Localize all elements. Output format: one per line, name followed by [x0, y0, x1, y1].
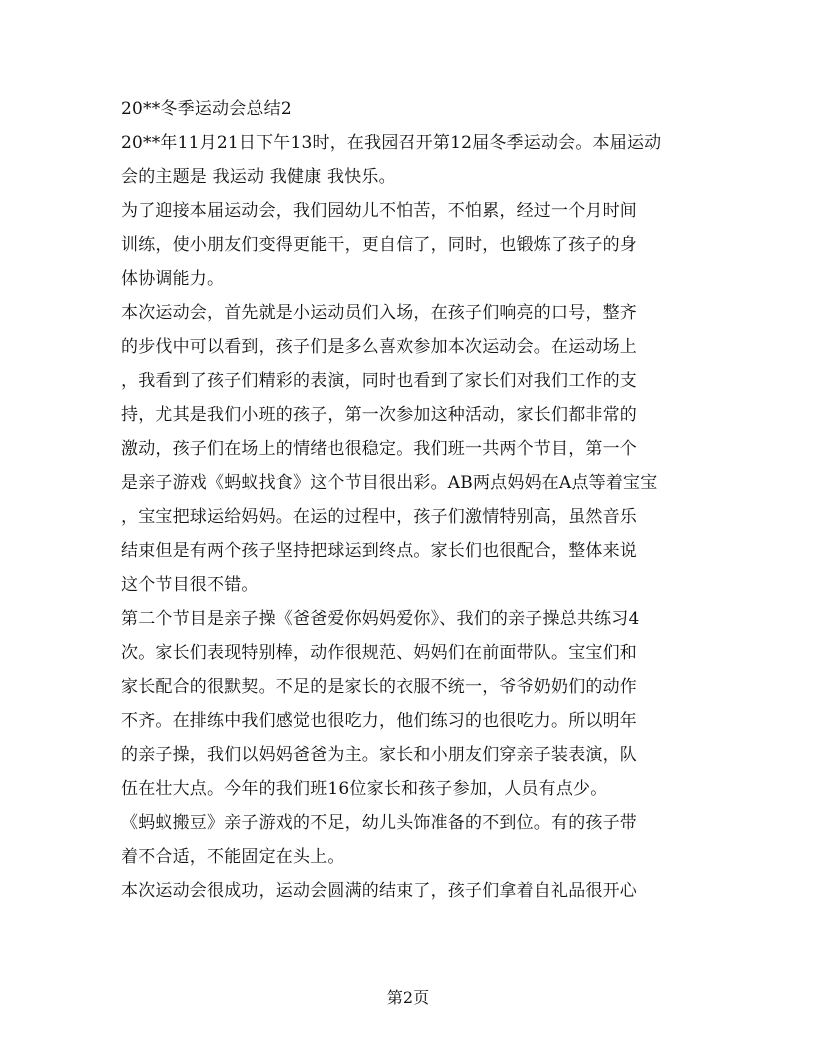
text-line: 激动，孩子们在场上的情绪也很稳定。我们班一共两个节目，第一个: [121, 439, 637, 459]
document-body: [121, 92, 701, 908]
text-line: 不齐。在排练中我们感觉也很吃力，他们练习的也很吃力。所以明年: [121, 711, 637, 731]
text-line: 持，尤其是我们小班的孩子，第一次参加这种活动，家长们都非常的: [121, 405, 637, 425]
text-line: 会的主题是 我运动 我健康 我快乐。: [121, 167, 396, 187]
text-line: 本次运动会，首先就是小运动员们入场，在孩子们响亮的口号，整齐: [121, 303, 637, 323]
text-line: 结束但是有两个孩子坚持把球运到终点。家长们也很配合，整体来说: [121, 541, 637, 561]
text-line: 的亲子操，我们以妈妈爸爸为主。家长和小朋友们穿亲子装表演，队: [121, 745, 637, 765]
document-title: 20**冬季运动会总结2: [121, 99, 292, 119]
text-line: 本次运动会很成功，运动会圆满的结束了，孩子们拿着自礼品很开心: [121, 881, 637, 901]
text-line: 的步伐中可以看到，孩子们是多么喜欢参加本次运动会。在运动场上: [121, 337, 637, 357]
text-line: 家长配合的很默契。不足的是家长的衣服不统一，爷爷奶奶们的动作: [121, 677, 637, 697]
text-line: 体协调能力。: [121, 269, 225, 289]
text-line: 着不合适，不能固定在头上。: [121, 847, 345, 867]
text-line: 这个节目很不错。: [121, 575, 259, 595]
text-line: ，我看到了孩子们精彩的表演，同时也看到了家长们对我们工作的支: [121, 371, 637, 391]
text-line: ，宝宝把球运给妈妈。在运的过程中，孩子们激情特别高，虽然音乐: [121, 507, 637, 527]
text-line: 伍在壮大点。今年的我们班16位家长和孩子参加，人员有点少。: [121, 779, 608, 799]
text-line: 是亲子游戏《蚂蚁找食》这个节目很出彩。AB两点妈妈在A点等着宝宝: [121, 473, 658, 493]
text-line: 第二个节目是亲子操《爸爸爱你妈妈爱你》、我们的亲子操总共练习4: [121, 609, 640, 629]
text-line: 次。家长们表现特别棒，动作很规范、妈妈们在前面带队。宝宝们和: [121, 643, 637, 663]
page-number: 第2页: [386, 988, 430, 1007]
text-line: 为了迎接本届运动会，我们园幼儿不怕苦，不怕累，经过一个月时间: [121, 201, 637, 221]
text-line: 20**年11月21日下午13时，在我园召开第12届冬季运动会。本届运动: [121, 133, 662, 153]
text-line: 《蚂蚁搬豆》亲子游戏的不足，幼儿头饰准备的不到位。有的孩子带: [121, 813, 637, 833]
text-line: 训练，使小朋友们变得更能干，更自信了，同时，也锻炼了孩子的身: [121, 235, 637, 255]
